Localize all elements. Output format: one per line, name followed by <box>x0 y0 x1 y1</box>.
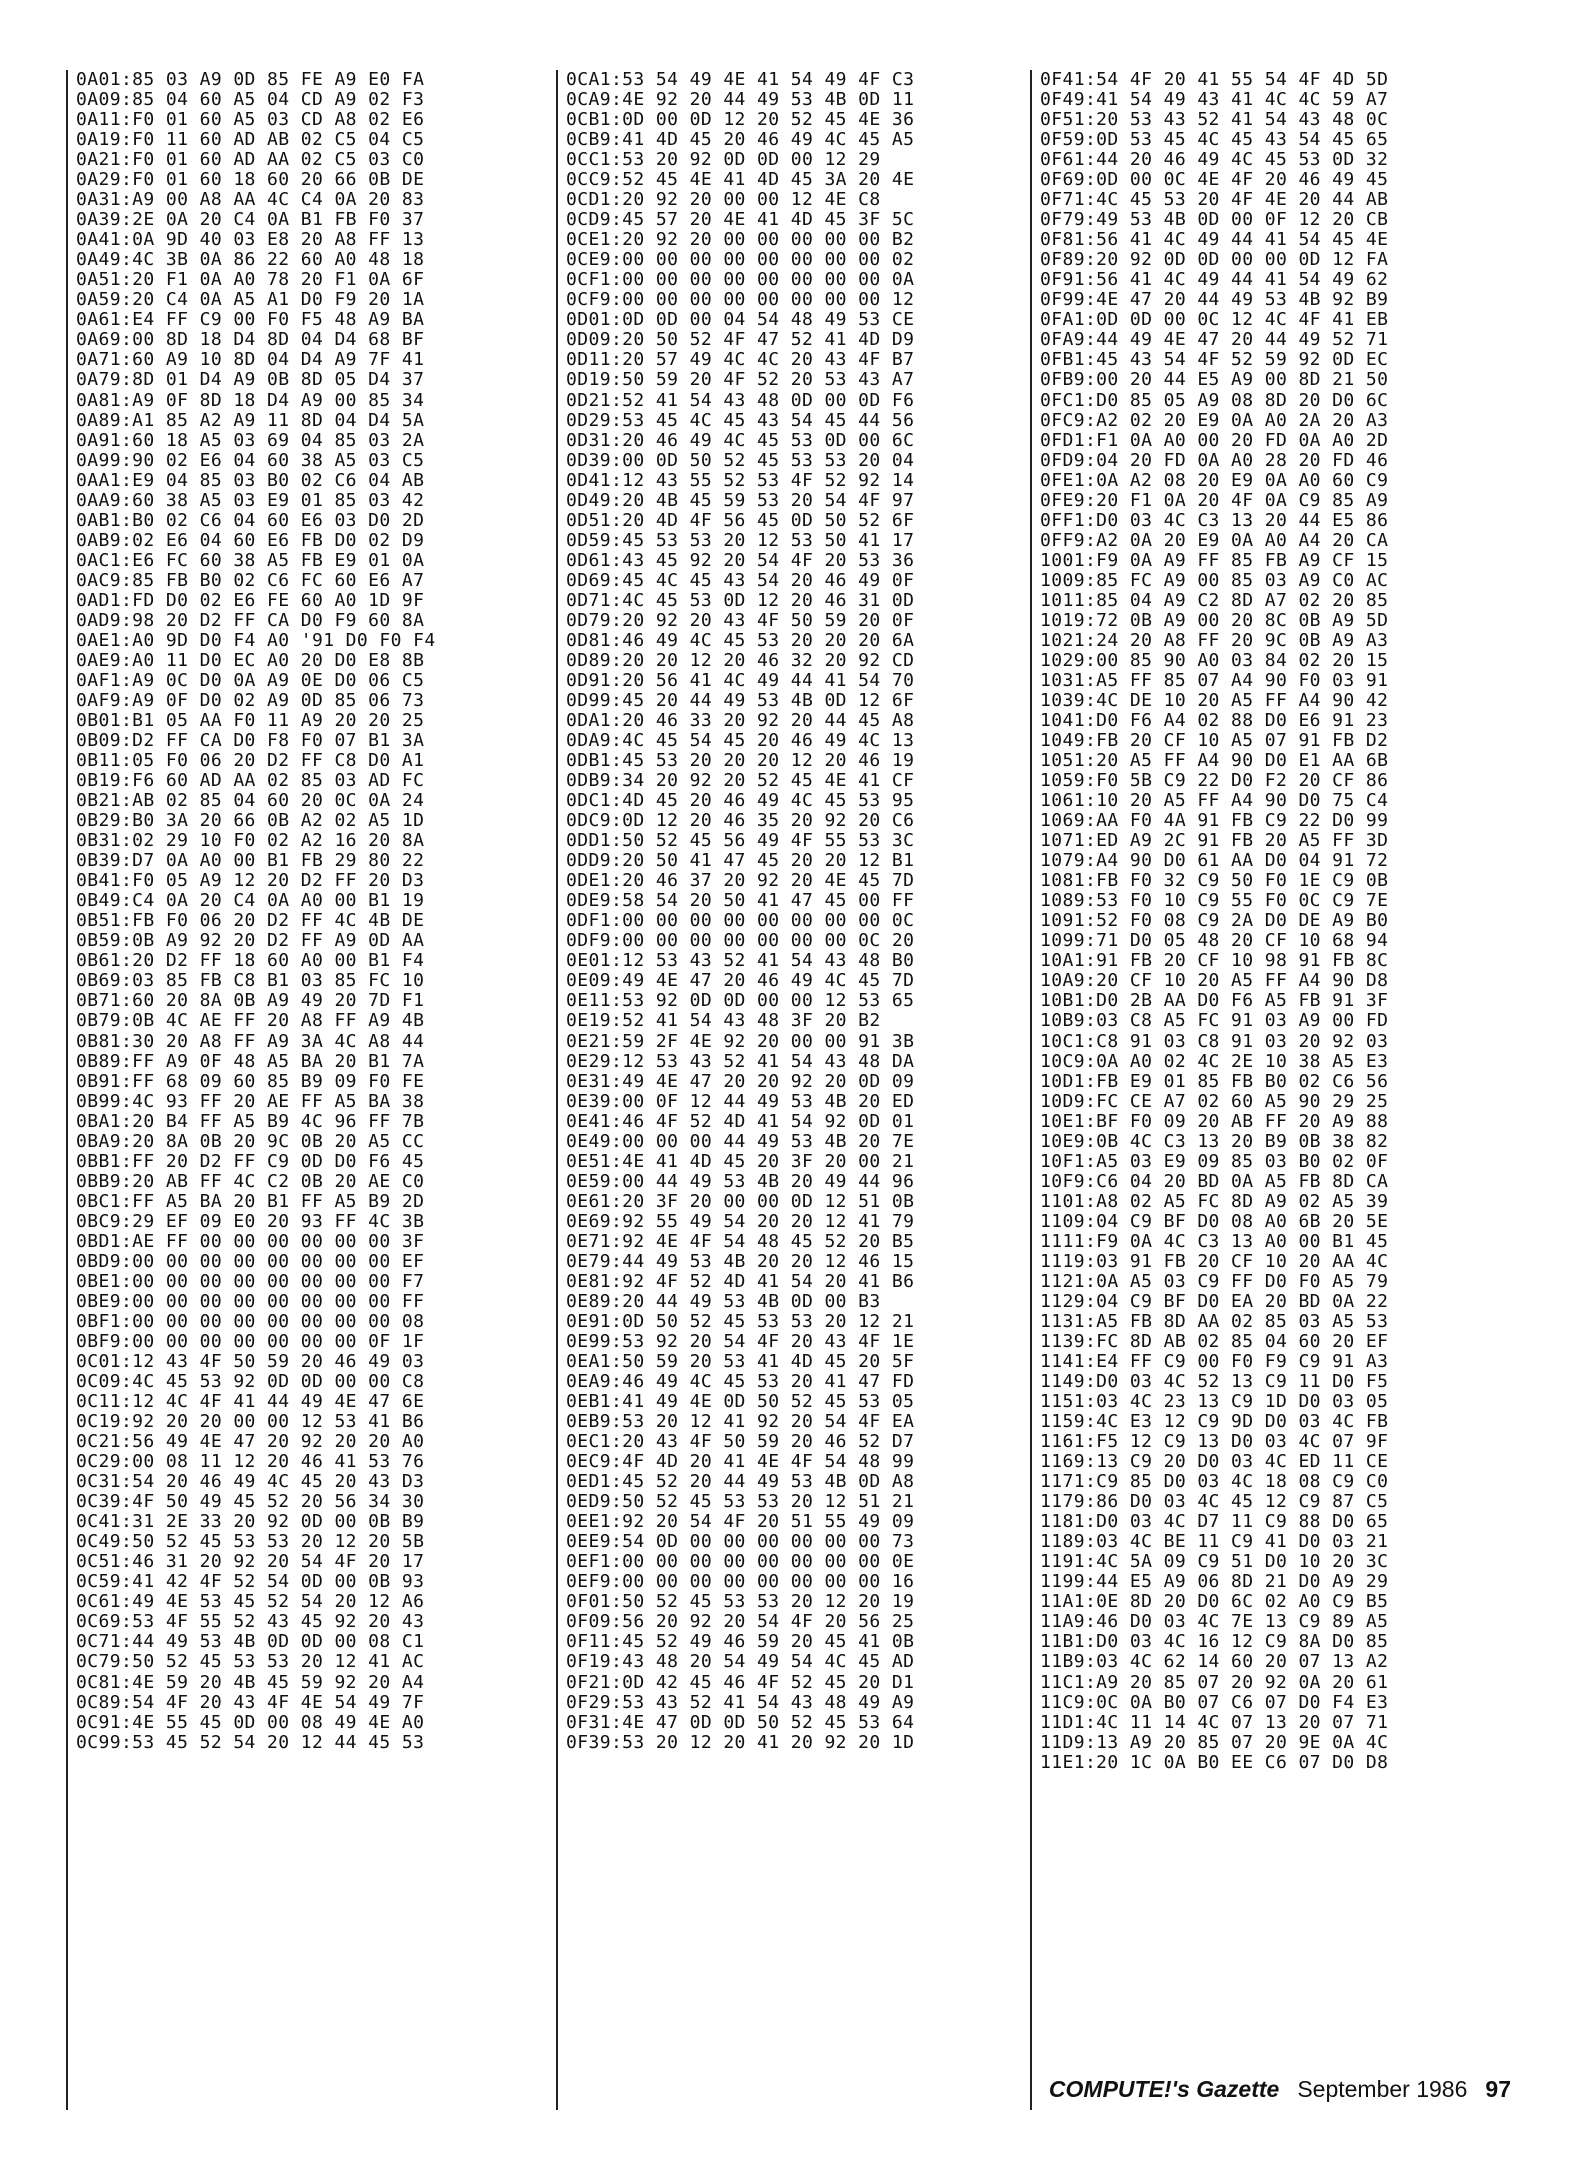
listing-line: 1199:44 E5 A9 06 8D 21 D0 A9 29 <box>1040 1571 1389 1593</box>
listing-line: 0BC1:FF A5 BA 20 B1 FF A5 B9 2D <box>76 1190 425 1212</box>
listing-line: 0A01:85 03 A9 0D 85 FE A9 E0 FA <box>76 69 425 90</box>
listing-column-3 <box>1030 70 1510 2110</box>
listing-line: 0DB1:45 53 20 20 20 12 20 46 19 <box>566 750 915 772</box>
listing-line: 0D51:20 4D 4F 56 45 0D 50 52 6F <box>566 509 915 531</box>
listing-line: 0F61:44 20 46 49 4C 45 53 0D 32 <box>1040 149 1389 171</box>
listing-line: 0F69:0D 00 0C 4E 4F 20 46 49 45 <box>1040 169 1389 191</box>
listing-line: 0EE1:92 20 54 4F 20 51 55 49 09 <box>566 1511 915 1533</box>
listing-line: 0A11:F0 01 60 A5 03 CD A8 02 E6 <box>76 109 425 131</box>
listing-line: 0FC1:D0 85 05 A9 08 8D 20 D0 6C <box>1040 389 1389 411</box>
listing-line: 0AF1:A9 0C D0 0A A9 0E D0 06 C5 <box>76 669 425 691</box>
listing-line: 1151:03 4C 23 13 C9 1D D0 03 05 <box>1040 1391 1389 1413</box>
listing-line: 1119:03 91 FB 20 CF 10 20 AA 4C <box>1040 1250 1389 1272</box>
listing-line: 11C9:0C 0A B0 07 C6 07 D0 F4 E3 <box>1040 1691 1389 1713</box>
listing-line: 0D01:0D 0D 00 04 54 48 49 53 CE <box>566 309 915 331</box>
listing-line: 0F81:56 41 4C 49 44 41 54 45 4E <box>1040 229 1389 251</box>
listing-line: 0BB1:FF 20 D2 FF C9 0D D0 F6 45 <box>76 1150 425 1172</box>
listing-line: 0A31:A9 00 A8 AA 4C C4 0A 20 83 <box>76 189 425 211</box>
listing-line: 0EA9:46 49 4C 45 53 20 41 47 FD <box>566 1371 915 1393</box>
listing-line: 0DD1:50 52 45 56 49 4F 55 53 3C <box>566 830 915 852</box>
listing-line: 0BF9:00 00 00 00 00 00 00 0F 1F <box>76 1330 425 1352</box>
page-number: 97 <box>1485 2076 1511 2102</box>
listing-line: 0EC9:4F 4D 20 41 4E 4F 54 48 99 <box>566 1451 915 1473</box>
listing-line: 0AB1:B0 02 C6 04 60 E6 03 D0 2D <box>76 509 425 531</box>
listing-line: 0B99:4C 93 FF 20 AE FF A5 BA 38 <box>76 1090 425 1112</box>
listing-line: 0B81:30 20 A8 FF A9 3A 4C A8 44 <box>76 1030 425 1052</box>
listing-line: 0C21:56 49 4E 47 20 92 20 20 A0 <box>76 1431 425 1453</box>
listing-line: 1071:ED A9 2C 91 FB 20 A5 FF 3D <box>1040 830 1389 852</box>
listing-line: 0F29:53 43 52 41 54 43 48 49 A9 <box>566 1691 915 1713</box>
listing-line: 1159:4C E3 12 C9 9D D0 03 4C FB <box>1040 1411 1389 1433</box>
listing-line: 1019:72 0B A9 00 20 8C 0B A9 5D <box>1040 609 1389 631</box>
listing-line: 0E49:00 00 00 44 49 53 4B 20 7E <box>566 1130 915 1152</box>
listing-line: 0CE1:20 92 20 00 00 00 00 00 B2 <box>566 229 915 251</box>
listing-line: 0BD9:00 00 00 00 00 00 00 00 EF <box>76 1250 425 1272</box>
listing-line: 0EE9:54 0D 00 00 00 00 00 00 73 <box>566 1531 915 1553</box>
listing-line: 1179:86 D0 03 4C 45 12 C9 87 C5 <box>1040 1491 1389 1513</box>
listing-line: 10D1:FB E9 01 85 FB B0 02 C6 56 <box>1040 1070 1389 1092</box>
listing-line: 1121:0A A5 03 C9 FF D0 F0 A5 79 <box>1040 1270 1389 1292</box>
listing-line: 0F19:43 48 20 54 49 54 4C 45 AD <box>566 1651 915 1673</box>
listing-line: 0FD1:F1 0A A0 00 20 FD 0A A0 2D <box>1040 429 1389 451</box>
listing-line: 0C79:50 52 45 53 53 20 12 41 AC <box>76 1651 425 1673</box>
listing-line: 0F99:4E 47 20 44 49 53 4B 92 B9 <box>1040 289 1389 311</box>
listing-line: 0E19:52 41 54 43 48 3F 20 B2 <box>566 1010 881 1032</box>
listing-line: 10E9:0B 4C C3 13 20 B9 0B 38 82 <box>1040 1130 1389 1152</box>
listing-line: 0B69:03 85 FB C8 B1 03 85 FC 10 <box>76 970 425 992</box>
listing-line: 0B51:FB F0 06 20 D2 FF 4C 4B DE <box>76 910 425 932</box>
listing-line: 0F91:56 41 4C 49 44 41 54 49 62 <box>1040 269 1389 291</box>
listing-line: 0BA1:20 B4 FF A5 B9 4C 96 FF 7B <box>76 1110 425 1132</box>
listing-line: 0A41:0A 9D 40 03 E8 20 A8 FF 13 <box>76 229 425 251</box>
listing-line: 0ED9:50 52 45 53 53 20 12 51 21 <box>566 1491 915 1513</box>
listing-line: 0E61:20 3F 20 00 00 0D 12 51 0B <box>566 1190 915 1212</box>
listing-line: 0B29:B0 3A 20 66 0B A2 02 A5 1D <box>76 810 425 832</box>
listing-line: 0C91:4E 55 45 0D 00 08 49 4E A0 <box>76 1711 425 1733</box>
listing-line: 1131:A5 FB 8D AA 02 85 03 A5 53 <box>1040 1310 1389 1332</box>
listing-line: 10D9:FC CE A7 02 60 A5 90 29 25 <box>1040 1090 1389 1112</box>
listing-line: 0B21:AB 02 85 04 60 20 0C 0A 24 <box>76 790 425 812</box>
listing-line: 0EA1:50 59 20 53 41 4D 45 20 5F <box>566 1351 915 1372</box>
listing-line: 0C31:54 20 46 49 4C 45 20 43 D3 <box>76 1471 425 1493</box>
listing-line: 0E21:59 2F 4E 92 20 00 00 91 3B <box>566 1030 915 1052</box>
listing-line: 0D89:20 20 12 20 46 32 20 92 CD <box>566 649 915 671</box>
listing-line: 0B49:C4 0A 20 C4 0A A0 00 B1 19 <box>76 890 425 912</box>
listing-line: 0FF9:A2 0A 20 E9 0A A0 A4 20 CA <box>1040 529 1389 551</box>
listing-line: 0EF1:00 00 00 00 00 00 00 00 0E <box>566 1551 915 1573</box>
listing-line: 11A9:46 D0 03 4C 7E 13 C9 89 A5 <box>1040 1611 1389 1633</box>
listing-line: 0B41:F0 05 A9 12 20 D2 FF 20 D3 <box>76 870 425 892</box>
listing-line: 0D11:20 57 49 4C 4C 20 43 4F B7 <box>566 349 915 371</box>
listing-line: 1101:A8 02 A5 FC 8D A9 02 A5 39 <box>1040 1190 1389 1212</box>
listing-line: 1069:AA F0 4A 91 FB C9 22 D0 99 <box>1040 810 1389 832</box>
listing-line: 0E39:00 0F 12 44 49 53 4B 20 ED <box>566 1090 915 1112</box>
listing-line: 0A09:85 04 60 A5 04 CD A9 02 F3 <box>76 89 425 111</box>
listing-line: 1139:FC 8D AB 02 85 04 60 20 EF <box>1040 1330 1389 1352</box>
listing-line: 0C29:00 08 11 12 20 46 41 53 76 <box>76 1451 425 1473</box>
listing-line: 0FE1:0A A2 08 20 E9 0A A0 60 C9 <box>1040 469 1389 491</box>
listing-line: 1141:E4 FF C9 00 F0 F9 C9 91 A3 <box>1040 1351 1389 1372</box>
listing-line: 0FA9:44 49 4E 47 20 44 49 52 71 <box>1040 329 1389 351</box>
listing-line: 0F51:20 53 43 52 41 54 43 48 0C <box>1040 109 1389 131</box>
listing-line: 0B89:FF A9 0F 48 A5 BA 20 B1 7A <box>76 1050 425 1072</box>
listing-line: 1029:00 85 90 A0 03 84 02 20 15 <box>1040 649 1389 671</box>
listing-line: 0F31:4E 47 0D 0D 50 52 45 53 64 <box>566 1711 915 1733</box>
listing-line: 0DE1:20 46 37 20 92 20 4E 45 7D <box>566 870 915 892</box>
listing-line: 0FB9:00 20 44 E5 A9 00 8D 21 50 <box>1040 369 1389 391</box>
listing-line: 0E71:92 4E 4F 54 48 45 52 20 B5 <box>566 1230 915 1252</box>
listing-line: 0A19:F0 11 60 AD AB 02 C5 04 C5 <box>76 129 425 151</box>
listing-line: 0F01:50 52 45 53 53 20 12 20 19 <box>566 1591 915 1613</box>
listing-line: 0AC9:85 FB B0 02 C6 FC 60 E6 A7 <box>76 569 425 591</box>
listing-line: 0E29:12 53 43 52 41 54 43 48 DA <box>566 1050 915 1072</box>
listing-line: 0AC1:E6 FC 60 38 A5 FB E9 01 0A <box>76 549 425 571</box>
listing-line: 0A21:F0 01 60 AD AA 02 C5 03 C0 <box>76 149 425 171</box>
listing-line: 0E11:53 92 0D 0D 00 00 12 53 65 <box>566 990 915 1012</box>
listing-line: 10C1:C8 91 03 C8 91 03 20 92 03 <box>1040 1030 1389 1052</box>
listing-line: 0EB9:53 20 12 41 92 20 54 4F EA <box>566 1411 915 1433</box>
listing-line: 1031:A5 FF 85 07 A4 90 F0 03 91 <box>1040 669 1389 691</box>
listing-line: 1039:4C DE 10 20 A5 FF A4 90 42 <box>1040 689 1389 711</box>
listing-line: 0C71:44 49 53 4B 0D 0D 00 08 C1 <box>76 1631 425 1653</box>
listing-line: 0BD1:AE FF 00 00 00 00 00 00 3F <box>76 1230 425 1252</box>
listing-line: 0B09:D2 FF CA D0 F8 F0 07 B1 3A <box>76 730 425 752</box>
listing-line: 0F89:20 92 0D 0D 00 00 0D 12 FA <box>1040 249 1389 271</box>
listing-line: 0AE9:A0 11 D0 EC A0 20 D0 E8 8B <box>76 649 425 671</box>
listing-line: 1171:C9 85 D0 03 4C 18 08 C9 C0 <box>1040 1471 1389 1493</box>
publication-name: COMPUTE!'s Gazette <box>1048 2076 1280 2102</box>
listing-line: 0C69:53 4F 55 52 43 45 92 20 43 <box>76 1611 425 1633</box>
listing-line: 1149:D0 03 4C 52 13 C9 11 D0 F5 <box>1040 1371 1389 1393</box>
listing-line: 0BE1:00 00 00 00 00 00 00 00 F7 <box>76 1270 425 1292</box>
listing-line: 11B9:03 4C 62 14 60 20 07 13 A2 <box>1040 1651 1389 1673</box>
listing-line: 0DD9:20 50 41 47 45 20 20 12 B1 <box>566 850 915 872</box>
listing-line: 0D61:43 45 92 20 54 4F 20 53 36 <box>566 549 915 571</box>
listing-line: 0DB9:34 20 92 20 52 45 4E 41 CF <box>566 770 915 792</box>
listing-line: 0FF1:D0 03 4C C3 13 20 44 E5 86 <box>1040 509 1389 531</box>
listing-line: 1089:53 F0 10 C9 55 F0 0C C9 7E <box>1040 890 1389 912</box>
listing-line: 0E09:49 4E 47 20 46 49 4C 45 7D <box>566 970 915 992</box>
listing-line: 10F1:A5 03 E9 09 85 03 B0 02 0F <box>1040 1150 1389 1172</box>
listing-line: 1041:D0 F6 A4 02 88 D0 E6 91 23 <box>1040 710 1389 731</box>
listing-line: 0F79:49 53 4B 0D 00 0F 12 20 CB <box>1040 209 1389 231</box>
listing-line: 0E01:12 53 43 52 41 54 43 48 B0 <box>566 950 915 972</box>
listing-line: 0B39:D7 0A A0 00 B1 FB 29 80 22 <box>76 850 425 872</box>
listing-line: 11D1:4C 11 14 4C 07 13 20 07 71 <box>1040 1711 1389 1733</box>
listing-column-1 <box>66 70 546 2110</box>
listing-line: 1051:20 A5 FF A4 90 D0 E1 AA 6B <box>1040 750 1389 772</box>
listing-line: 0DC1:4D 45 20 46 49 4C 45 53 95 <box>566 790 915 812</box>
listing-line: 0FD9:04 20 FD 0A A0 28 20 FD 46 <box>1040 449 1389 471</box>
listing-line: 0A99:90 02 E6 04 60 38 A5 03 C5 <box>76 449 425 471</box>
listing-line: 1011:85 04 A9 C2 8D A7 02 20 85 <box>1040 589 1389 611</box>
listing-line: 1129:04 C9 BF D0 EA 20 BD 0A 22 <box>1040 1290 1389 1312</box>
listing-line: 0EC1:20 43 4F 50 59 20 46 52 D7 <box>566 1431 915 1453</box>
listing-line: 1109:04 C9 BF D0 08 A0 6B 20 5E <box>1040 1210 1389 1232</box>
listing-line: 0D49:20 4B 45 59 53 20 54 4F 97 <box>566 489 915 511</box>
listing-line: 0C89:54 4F 20 43 4F 4E 54 49 7F <box>76 1691 425 1713</box>
listing-line: 0A81:A9 0F 8D 18 D4 A9 00 85 34 <box>76 389 425 411</box>
listing-line: 0E79:44 49 53 4B 20 20 12 46 15 <box>566 1250 915 1272</box>
listing-line: 11B1:D0 03 4C 16 12 C9 8A D0 85 <box>1040 1631 1389 1653</box>
listing-line: 0F41:54 4F 20 41 55 54 4F 4D 5D <box>1040 69 1389 90</box>
listing-line: 0CC1:53 20 92 0D 0D 00 12 29 <box>566 149 881 171</box>
listing-line: 0AA9:60 38 A5 03 E9 01 85 03 42 <box>76 489 425 511</box>
listing-line: 0CD9:45 57 20 4E 41 4D 45 3F 5C <box>566 209 915 231</box>
listing-line: 0C19:92 20 20 00 00 12 53 41 B6 <box>76 1411 425 1433</box>
listing-line: 1021:24 20 A8 FF 20 9C 0B A9 A3 <box>1040 629 1389 651</box>
listing-line: 0C41:31 2E 33 20 92 0D 00 0B B9 <box>76 1511 425 1533</box>
listing-line: 10E1:BF F0 09 20 AB FF 20 A9 88 <box>1040 1110 1389 1132</box>
listing-line: 1059:F0 5B C9 22 D0 F2 20 CF 86 <box>1040 770 1389 792</box>
listing-line: 1049:FB 20 CF 10 A5 07 91 FB D2 <box>1040 730 1389 752</box>
listing-line: 1111:F9 0A 4C C3 13 A0 00 B1 45 <box>1040 1230 1389 1252</box>
listing-line: 0EF9:00 00 00 00 00 00 00 00 16 <box>566 1571 915 1593</box>
listing-line: 1001:F9 0A A9 FF 85 FB A9 CF 15 <box>1040 549 1389 571</box>
listing-line: 0E99:53 92 20 54 4F 20 43 4F 1E <box>566 1330 915 1352</box>
listing-line: 0A29:F0 01 60 18 60 20 66 0B DE <box>76 169 425 191</box>
listing-line: 0BB9:20 AB FF 4C C2 0B 20 AE C0 <box>76 1170 425 1192</box>
listing-line: 0A39:2E 0A 20 C4 0A B1 FB F0 37 <box>76 209 425 231</box>
listing-line: 0AA1:E9 04 85 03 B0 02 C6 04 AB <box>76 469 425 491</box>
listing-line: 0B19:F6 60 AD AA 02 85 03 AD FC <box>76 770 425 792</box>
listing-line: 0FB1:45 43 54 4F 52 59 92 0D EC <box>1040 349 1389 371</box>
listing-line: 0DC9:0D 12 20 46 35 20 92 20 C6 <box>566 810 915 832</box>
listing-line: 0C81:4E 59 20 4B 45 59 92 20 A4 <box>76 1671 425 1693</box>
listing-line: 0C99:53 45 52 54 20 12 44 45 53 <box>76 1731 425 1753</box>
listing-line: 0D29:53 45 4C 45 43 54 45 44 56 <box>566 409 915 431</box>
listing-line: 1169:13 C9 20 D0 03 4C ED 11 CE <box>1040 1451 1389 1473</box>
listing-line: 0DA1:20 46 33 20 92 20 44 45 A8 <box>566 710 915 731</box>
listing-line: 10B1:D0 2B AA D0 F6 A5 FB 91 3F <box>1040 990 1389 1012</box>
listing-line: 0A69:00 8D 18 D4 8D 04 D4 68 BF <box>76 329 425 351</box>
listing-line: 0A91:60 18 A5 03 69 04 85 03 2A <box>76 429 425 451</box>
listing-line: 0A79:8D 01 D4 A9 0B 8D 05 D4 37 <box>76 369 425 391</box>
listing-line: 0C09:4C 45 53 92 0D 0D 00 00 C8 <box>76 1371 425 1393</box>
listing-line: 0CB1:0D 00 0D 12 20 52 45 4E 36 <box>566 109 915 131</box>
listing-line: 0B79:0B 4C AE FF 20 A8 FF A9 4B <box>76 1010 425 1032</box>
issue-date: September 1986 <box>1297 2076 1468 2102</box>
listing-line: 0E81:92 4F 52 4D 41 54 20 41 B6 <box>566 1270 915 1292</box>
listing-line: 11C1:A9 20 85 07 20 92 0A 20 61 <box>1040 1671 1389 1693</box>
listing-line: 0E31:49 4E 47 20 20 92 20 0D 09 <box>566 1070 915 1092</box>
listing-line: 0DF9:00 00 00 00 00 00 00 0C 20 <box>566 930 915 952</box>
listing-line: 1061:10 20 A5 FF A4 90 D0 75 C4 <box>1040 790 1389 812</box>
listing-line: 0B91:FF 68 09 60 85 B9 09 F0 FE <box>76 1070 425 1092</box>
listing-line: 0CC9:52 45 4E 41 4D 45 3A 20 4E <box>566 169 915 191</box>
listing-line: 0B11:05 F0 06 20 D2 FF C8 D0 A1 <box>76 750 425 772</box>
listing-line: 1161:F5 12 C9 13 D0 03 4C 07 9F <box>1040 1431 1389 1453</box>
listing-line: 0D59:45 53 53 20 12 53 50 41 17 <box>566 529 915 551</box>
listing-line: 1081:FB F0 32 C9 50 F0 1E C9 0B <box>1040 870 1389 892</box>
listing-line: 1079:A4 90 D0 61 AA D0 04 91 72 <box>1040 850 1389 872</box>
listing-line: 10A9:20 CF 10 20 A5 FF A4 90 D8 <box>1040 970 1389 992</box>
listing-line: 0D71:4C 45 53 0D 12 20 46 31 0D <box>566 589 915 611</box>
listing-line: 0AF9:A9 0F D0 02 A9 0D 85 06 73 <box>76 689 425 711</box>
listing-line: 10B9:03 C8 A5 FC 91 03 A9 00 FD <box>1040 1010 1389 1032</box>
listing-line: 0BC9:29 EF 09 E0 20 93 FF 4C 3B <box>76 1210 425 1232</box>
listing-line: 0C51:46 31 20 92 20 54 4F 20 17 <box>76 1551 425 1573</box>
listing-line: 0E59:00 44 49 53 4B 20 49 44 96 <box>566 1170 915 1192</box>
listing-line: 0E89:20 44 49 53 4B 0D 00 B3 <box>566 1290 881 1312</box>
listing-line: 0A59:20 C4 0A A5 A1 D0 F9 20 1A <box>76 289 425 311</box>
listing-line: 0CA1:53 54 49 4E 41 54 49 4F C3 <box>566 69 915 90</box>
listing-line: 0A61:E4 FF C9 00 F0 F5 48 A9 BA <box>76 309 425 331</box>
listing-line: 0D69:45 4C 45 43 54 20 46 49 0F <box>566 569 915 591</box>
listing-line: 0D41:12 43 55 52 53 4F 52 92 14 <box>566 469 915 491</box>
listing-line: 1189:03 4C BE 11 C9 41 D0 03 21 <box>1040 1531 1389 1553</box>
listing-line: 1181:D0 03 4C D7 11 C9 88 D0 65 <box>1040 1511 1389 1533</box>
listing-line: 0C39:4F 50 49 45 52 20 56 34 30 <box>76 1491 425 1513</box>
listing-line: 0A71:60 A9 10 8D 04 D4 A9 7F 41 <box>76 349 425 371</box>
listing-line: 0ED1:45 52 20 44 49 53 4B 0D A8 <box>566 1471 915 1493</box>
listing-line: 0FC9:A2 02 20 E9 0A A0 2A 20 A3 <box>1040 409 1389 431</box>
listing-line: 0A89:A1 85 A2 A9 11 8D 04 D4 5A <box>76 409 425 431</box>
listing-line: 0B71:60 20 8A 0B A9 49 20 7D F1 <box>76 990 425 1012</box>
listing-line: 0C11:12 4C 4F 41 44 49 4E 47 6E <box>76 1391 425 1413</box>
listing-line: 0C01:12 43 4F 50 59 20 46 49 03 <box>76 1351 425 1372</box>
listing-line: 0D31:20 46 49 4C 45 53 0D 00 6C <box>566 429 915 451</box>
listing-line: 0BF1:00 00 00 00 00 00 00 00 08 <box>76 1310 425 1332</box>
listing-line: 0FE9:20 F1 0A 20 4F 0A C9 85 A9 <box>1040 489 1389 511</box>
listing-line: 0CF1:00 00 00 00 00 00 00 00 0A <box>566 269 915 291</box>
listing-line: 0DA9:4C 45 54 45 20 46 49 4C 13 <box>566 730 915 752</box>
listing-line: 0DF1:00 00 00 00 00 00 00 00 0C <box>566 910 915 932</box>
listing-line: 0F49:41 54 49 43 41 4C 4C 59 A7 <box>1040 89 1389 111</box>
listing-line: 0D99:45 20 44 49 53 4B 0D 12 6F <box>566 689 915 711</box>
listing-line: 0F21:0D 42 45 46 4F 52 45 20 D1 <box>566 1671 915 1693</box>
listing-line: 0AB9:02 E6 04 60 E6 FB D0 02 D9 <box>76 529 425 551</box>
listing-line: 0F39:53 20 12 20 41 20 92 20 1D <box>566 1731 915 1753</box>
listing-column-2 <box>556 70 1028 2110</box>
listing-line: 0D79:20 92 20 43 4F 50 59 20 0F <box>566 609 915 631</box>
listing-line: 0D39:00 0D 50 52 45 53 53 20 04 <box>566 449 915 471</box>
listing-line: 0F59:0D 53 45 4C 45 43 54 45 65 <box>1040 129 1389 151</box>
listing-line: 0AD9:98 20 D2 FF CA D0 F9 60 8A <box>76 609 425 631</box>
listing-line: 10F9:C6 04 20 BD 0A A5 FB 8D CA <box>1040 1170 1389 1192</box>
listing-line: 10A1:91 FB 20 CF 10 98 91 FB 8C <box>1040 950 1389 972</box>
listing-line: 0DE9:58 54 20 50 41 47 45 00 FF <box>566 890 915 912</box>
listing-line: 0F11:45 52 49 46 59 20 45 41 0B <box>566 1631 915 1653</box>
listing-line: 0A51:20 F1 0A A0 78 20 F1 0A 6F <box>76 269 425 291</box>
listing-line: 11D9:13 A9 20 85 07 20 9E 0A 4C <box>1040 1731 1389 1753</box>
listing-line: 0B31:02 29 10 F0 02 A2 16 20 8A <box>76 830 425 852</box>
listing-line: 0AD1:FD D0 02 E6 FE 60 A0 1D 9F <box>76 589 425 611</box>
listing-line: 0CF9:00 00 00 00 00 00 00 00 12 <box>566 289 915 311</box>
listing-line: 0D21:52 41 54 43 48 0D 00 0D F6 <box>566 389 915 411</box>
listing-line: 0E51:4E 41 4D 45 20 3F 20 00 21 <box>566 1150 915 1172</box>
listing-line: 0F71:4C 45 53 20 4F 4E 20 44 AB <box>1040 189 1389 211</box>
listing-line: 0D81:46 49 4C 45 53 20 20 20 6A <box>566 629 915 651</box>
listing-line: 0C49:50 52 45 53 53 20 12 20 5B <box>76 1531 425 1553</box>
listing-line: 0D91:20 56 41 4C 49 44 41 54 70 <box>566 669 915 691</box>
listing-line: 0B61:20 D2 FF 18 60 A0 00 B1 F4 <box>76 950 425 972</box>
listing-line: 0BE9:00 00 00 00 00 00 00 00 FF <box>76 1290 425 1312</box>
listing-line: 0D19:50 59 20 4F 52 20 53 43 A7 <box>566 369 915 391</box>
listing-line: 0FA1:0D 0D 00 0C 12 4C 4F 41 EB <box>1040 309 1389 331</box>
listing-line: 1009:85 FC A9 00 85 03 A9 C0 AC <box>1040 569 1389 591</box>
listing-line: 1099:71 D0 05 48 20 CF 10 68 94 <box>1040 930 1389 952</box>
listing-line: 0CA9:4E 92 20 44 49 53 4B 0D 11 <box>566 89 915 111</box>
listing-line: 11E1:20 1C 0A B0 EE C6 07 D0 D8 <box>1040 1751 1389 1773</box>
listing-line: 0C61:49 4E 53 45 52 54 20 12 A6 <box>76 1591 425 1613</box>
listing-line: 0C59:41 42 4F 52 54 0D 00 0B 93 <box>76 1571 425 1593</box>
listing-line: 0E69:92 55 49 54 20 20 12 41 79 <box>566 1210 915 1232</box>
page-footer <box>1049 2076 1511 2103</box>
listing-line: 0AE1:A0 9D D0 F4 A0 '91 D0 F0 F4 <box>76 629 436 651</box>
listing-line: 0CB9:41 4D 45 20 46 49 4C 45 A5 <box>566 129 915 151</box>
listing-line: 0CE9:00 00 00 00 00 00 00 00 02 <box>566 249 915 271</box>
listing-line: 0D09:20 50 52 4F 47 52 41 4D D9 <box>566 329 915 351</box>
listing-line: 10C9:0A A0 02 4C 2E 10 38 A5 E3 <box>1040 1050 1389 1072</box>
listing-line: 0A49:4C 3B 0A 86 22 60 A0 48 18 <box>76 249 425 271</box>
listing-line: 1091:52 F0 08 C9 2A D0 DE A9 B0 <box>1040 910 1389 932</box>
listing-line: 11A1:0E 8D 20 D0 6C 02 A0 C9 B5 <box>1040 1591 1389 1613</box>
listing-line: 1191:4C 5A 09 C9 51 D0 10 20 3C <box>1040 1551 1389 1573</box>
listing-line: 0CD1:20 92 20 00 00 12 4E C8 <box>566 189 881 211</box>
listing-line: 0E41:46 4F 52 4D 41 54 92 0D 01 <box>566 1110 915 1132</box>
listing-line: 0F09:56 20 92 20 54 4F 20 56 25 <box>566 1611 915 1633</box>
listing-line: 0BA9:20 8A 0B 20 9C 0B 20 A5 CC <box>76 1130 425 1152</box>
listing-line: 0EB1:41 49 4E 0D 50 52 45 53 05 <box>566 1391 915 1413</box>
listing-line: 0B01:B1 05 AA F0 11 A9 20 20 25 <box>76 710 425 731</box>
listing-line: 0E91:0D 50 52 45 53 53 20 12 21 <box>566 1310 915 1332</box>
listing-line: 0B59:0B A9 92 20 D2 FF A9 0D AA <box>76 930 425 952</box>
